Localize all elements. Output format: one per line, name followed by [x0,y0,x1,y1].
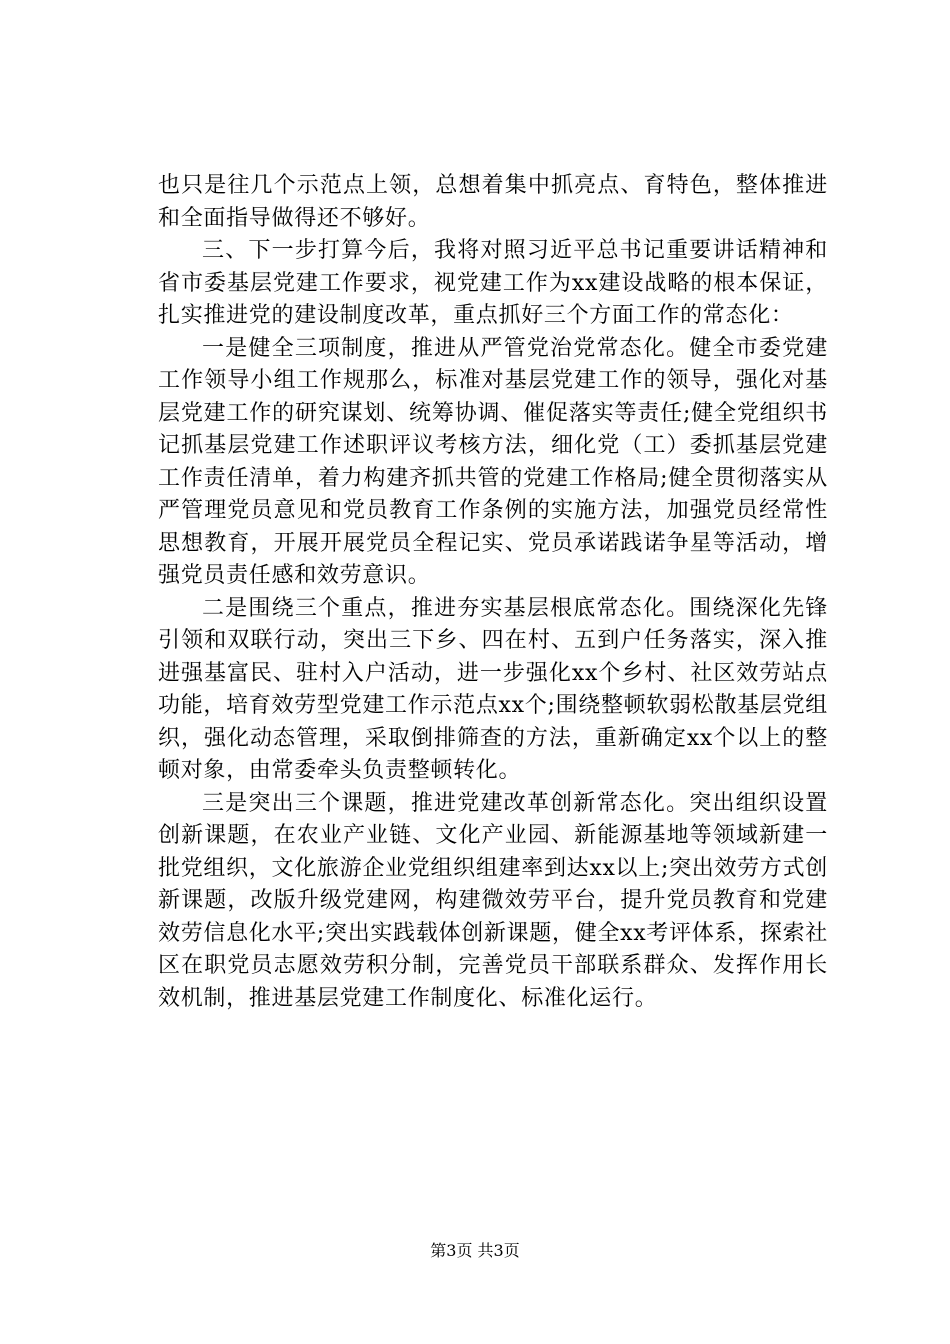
paragraph-2: 三、下一步打算今后，我将对照习近平总书记重要讲话精神和省市委基层党建工作要求，视党建工作为xx建设战略的根本保证，扎实推进党的建设制度改革，重点抓好三个方面工作的常态化： [158,238,828,328]
paragraph-1: 也只是往几个示范点上领，总想着集中抓亮点、育特色，整体推进和全面指导做得还不够好。 [158,173,828,231]
page-number-footer: 第3页 共3页 [430,1241,520,1260]
paragraph-5: 三是突出三个课题，推进党建改革创新常态化。突出组织设置创新课题，在农业产业链、文化产业园、新能源基地等领域新建一批党组织，文化旅游企业党组织组建率到达xx以上;突出效劳方式创新课题，改版升级党建网，构建微效劳平台，提升党员教育和党建效劳信息化水平;突出实践载体创新课题，健全xx考评体系，探索社区在职党员志愿效劳积分制，完善党员干部联系群众、发挥作用长效机制，推进基层党建工作制度化、标准化运行。 [158,790,828,1011]
paragraph-4: 二是围绕三个重点，推进夯实基层根底常态化。围绕深化先锋引领和双联行动，突出三下乡、四在村、五到户任务落实，深入推进强基富民、驻村入户活动，进一步强化xx个乡村、社区效劳站点功能，培育效劳型党建工作示范点xx个;围绕整顿软弱松散基层党组织，强化动态管理，采取倒排筛查的方法，重新确定xx个以上的整顿对象，由常委牵头负责整顿转化。 [158,595,828,783]
document-body [158,170,828,1015]
paragraph-3: 一是健全三项制度，推进从严管党治党常态化。健全市委党建工作领导小组工作规那么，标准对基层党建工作的领导，强化对基层党建工作的研究谋划、统筹协调、催促落实等责任;健全党组织书记抓基层党建工作述职评议考核方法，细化党（工）委抓基层党建工作责任清单，着力构建齐抓共管的党建工作格局;健全贯彻落实从严管理党员意见和党员教育工作条例的实施方法，加强党员经常性思想教育，开展开展党员全程记实、党员承诺践诺争星等活动，增强党员责任感和效劳意识。 [158,335,828,588]
